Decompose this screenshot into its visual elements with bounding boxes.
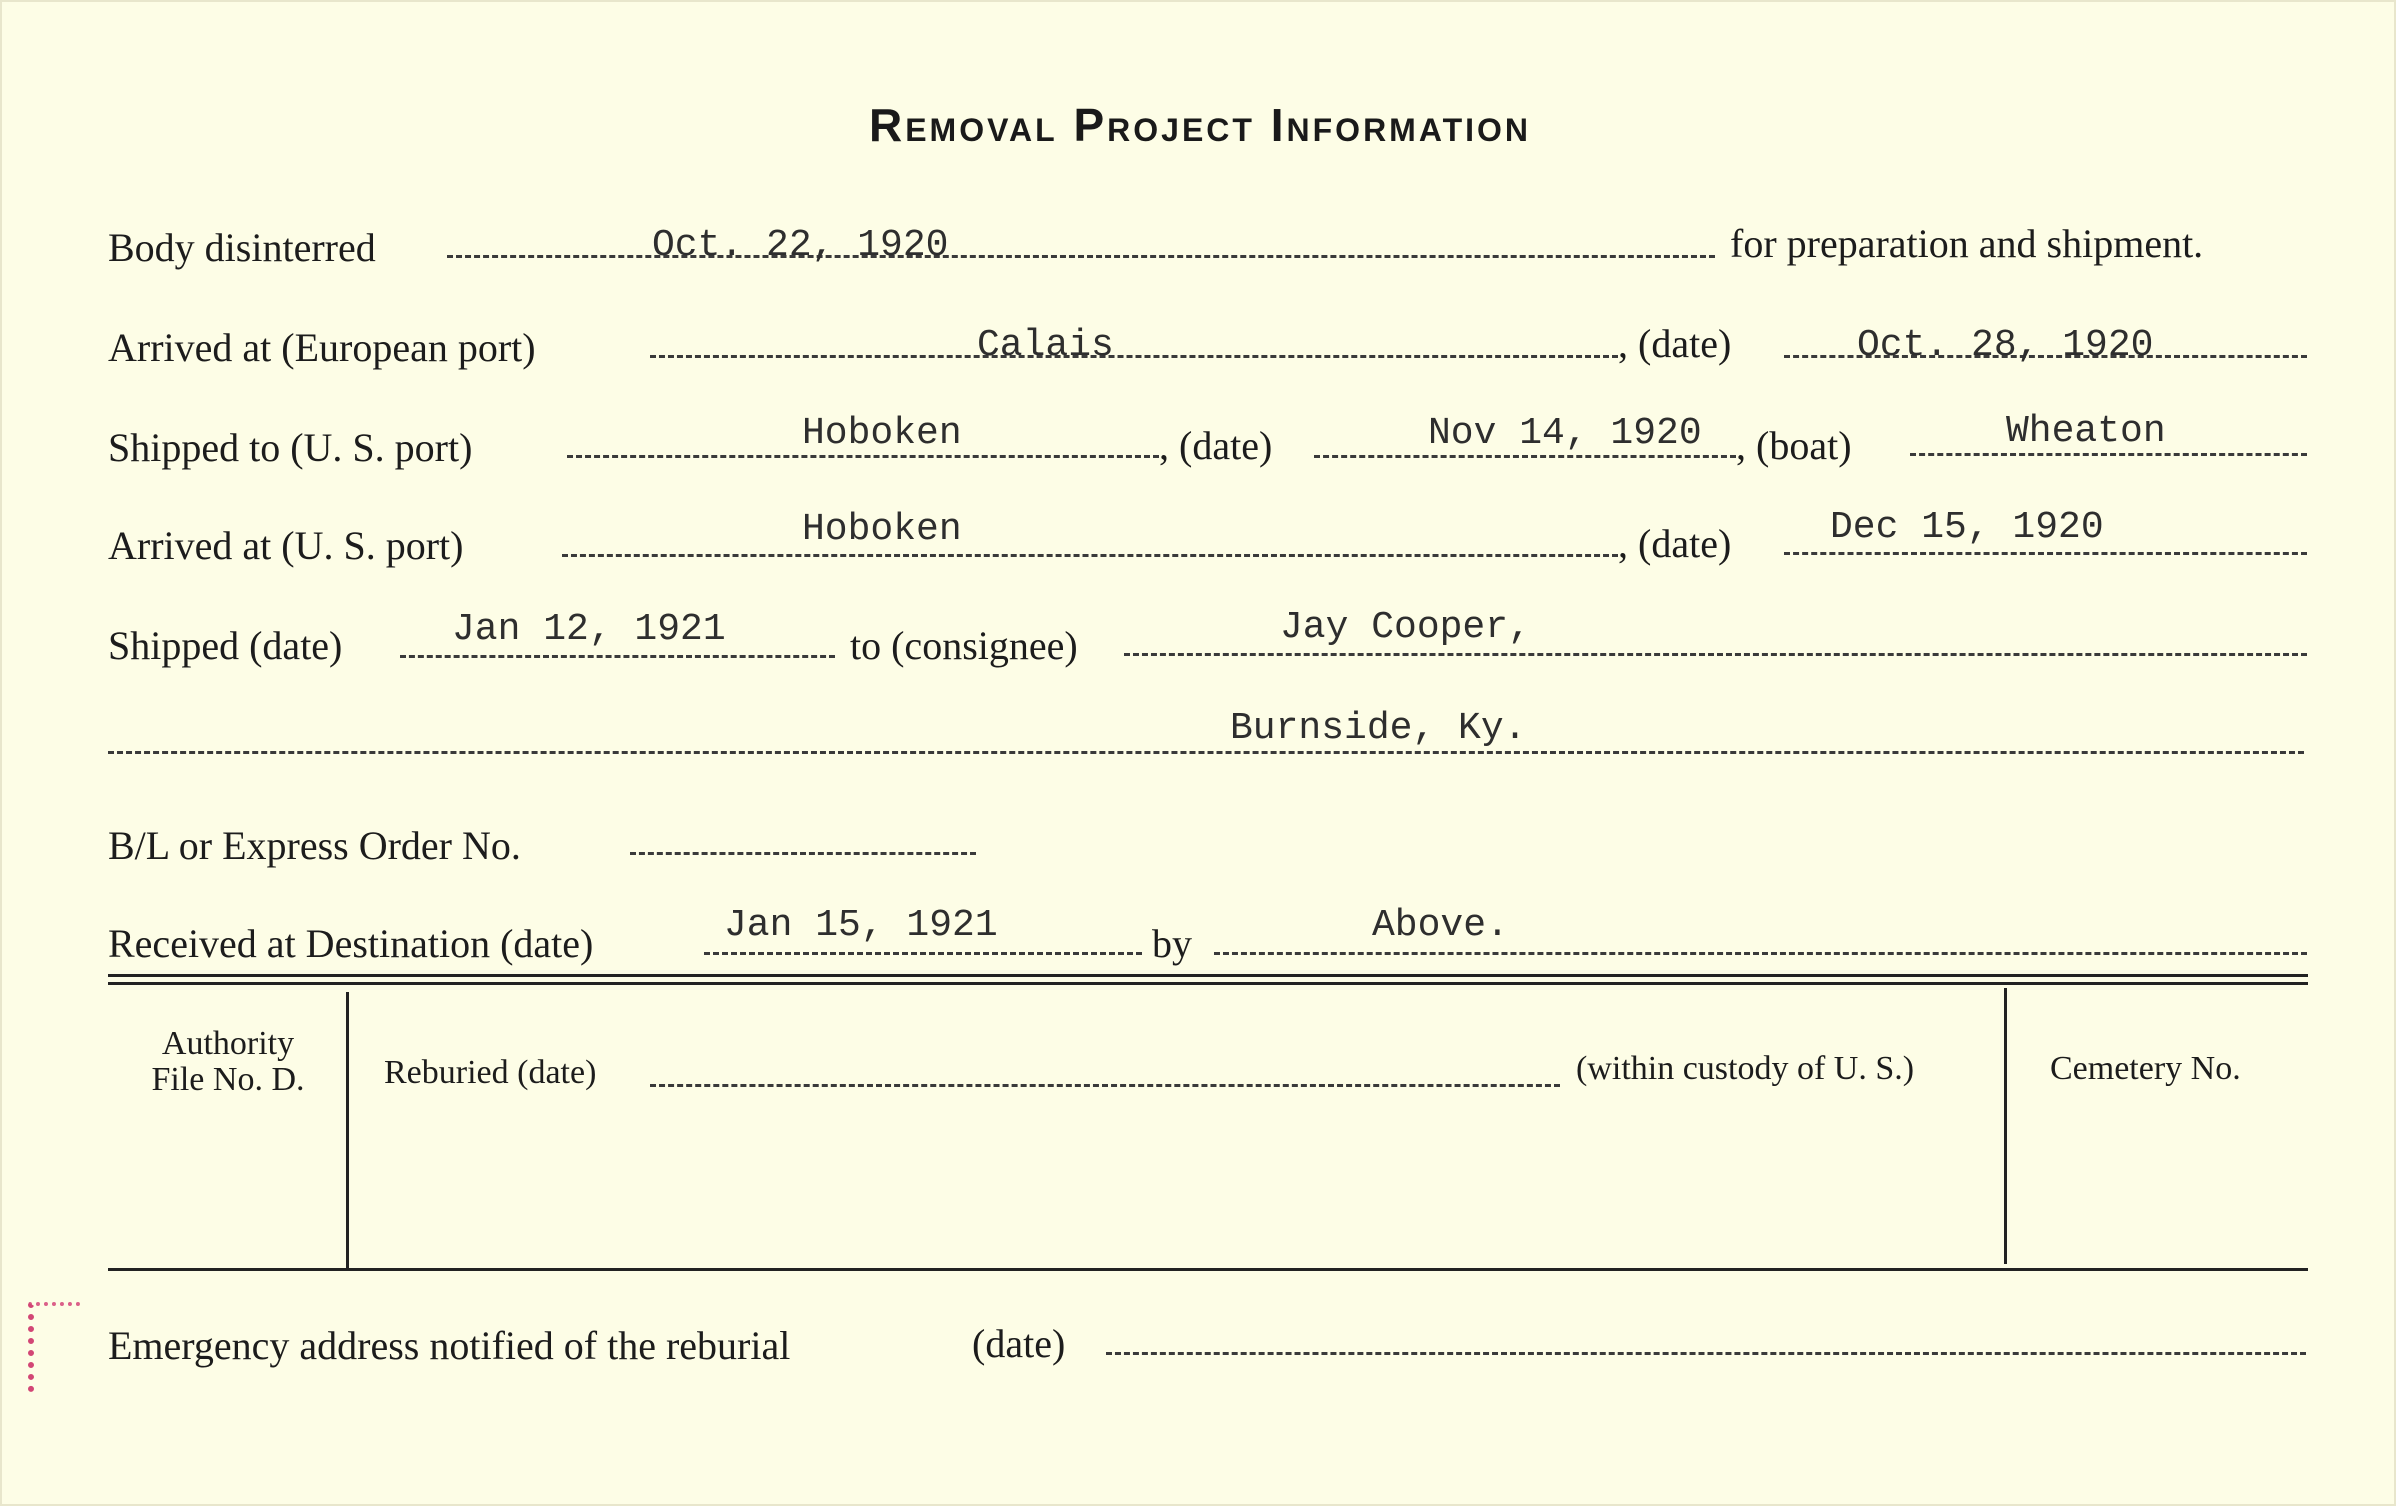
arrived-european-line — [650, 355, 1618, 358]
arrived-us-value: Hoboken — [802, 508, 962, 551]
table-bottom-rule — [108, 1268, 2308, 1271]
table-top-rule-1 — [108, 974, 2308, 977]
bl-order-line — [630, 852, 976, 855]
shipped-us-boat-value: Wheaton — [2006, 410, 2166, 453]
arrived-us-line — [562, 554, 1618, 557]
consignee-value: Jay Cooper, — [1280, 606, 1531, 649]
table-top-rule-2 — [108, 982, 2308, 985]
shipped-date-value: Jan 12, 1921 — [452, 608, 726, 651]
address-line — [108, 751, 2304, 754]
shipped-us-date-label: , (date) — [1159, 423, 1273, 468]
custody-label: (within custody of U. S.) — [1576, 1050, 1915, 1087]
authority-line1: Authority — [161, 1025, 295, 1062]
received-date-line — [704, 952, 1142, 955]
body-disinterred-line — [447, 255, 1715, 258]
table-divider-left — [346, 992, 349, 1270]
arrived-european-label: Arrived at (European port) — [108, 325, 536, 370]
table-divider-right — [2004, 988, 2007, 1264]
arrived-european-value: Calais — [977, 324, 1114, 367]
shipped-us-date-line — [1314, 455, 1736, 458]
arrived-european-date-label: , (date) — [1618, 321, 1732, 366]
emergency-date-line — [1106, 1352, 2306, 1355]
body-disinterred-value: Oct. 22, 1920 — [652, 224, 949, 267]
red-stamp-mark — [28, 1302, 80, 1392]
received-by-label: by — [1152, 921, 1192, 966]
body-disinterred-label: Body disinterred — [108, 225, 376, 270]
shipped-us-boat-label: , (boat) — [1736, 423, 1852, 468]
shipped-us-line — [567, 455, 1159, 458]
bl-order-label: B/L or Express Order No. — [108, 823, 521, 868]
emergency-date-label: (date) — [972, 1321, 1066, 1366]
received-date-value: Jan 15, 1921 — [724, 904, 998, 947]
received-by-value: Above. — [1372, 904, 1509, 947]
shipped-us-value: Hoboken — [802, 412, 962, 455]
address-value: Burnside, Ky. — [1230, 707, 1527, 750]
shipped-us-boat-line — [1910, 453, 2307, 456]
authority-label — [114, 1026, 342, 1098]
authority-line2: File No. D. — [151, 1061, 305, 1098]
arrived-us-label: Arrived at (U. S. port) — [108, 523, 464, 568]
body-disinterred-suffix: for preparation and shipment. — [1730, 221, 2204, 266]
shipped-label: Shipped (date) — [108, 623, 343, 668]
shipped-date-line — [400, 655, 835, 658]
emergency-label: Emergency address notified of the reburial — [108, 1323, 791, 1368]
consignee-line — [1124, 653, 2307, 656]
arrived-us-date-label: , (date) — [1618, 521, 1732, 566]
cemetery-label: Cemetery No. — [2050, 1050, 2241, 1087]
form-title: Removal Project Information — [868, 99, 1532, 151]
received-by-line — [1214, 952, 2307, 955]
arrived-us-date-line — [1784, 552, 2307, 555]
consignee-label: to (consignee) — [850, 623, 1078, 668]
arrived-european-date-value: Oct. 28, 1920 — [1857, 324, 2154, 367]
shipped-us-date-value: Nov 14, 1920 — [1428, 412, 1702, 455]
arrived-us-date-value: Dec 15, 1920 — [1830, 506, 2104, 549]
shipped-us-label: Shipped to (U. S. port) — [108, 425, 473, 470]
reburied-line — [650, 1084, 1560, 1087]
reburied-label: Reburied (date) — [384, 1054, 597, 1091]
received-label: Received at Destination (date) — [108, 921, 594, 966]
